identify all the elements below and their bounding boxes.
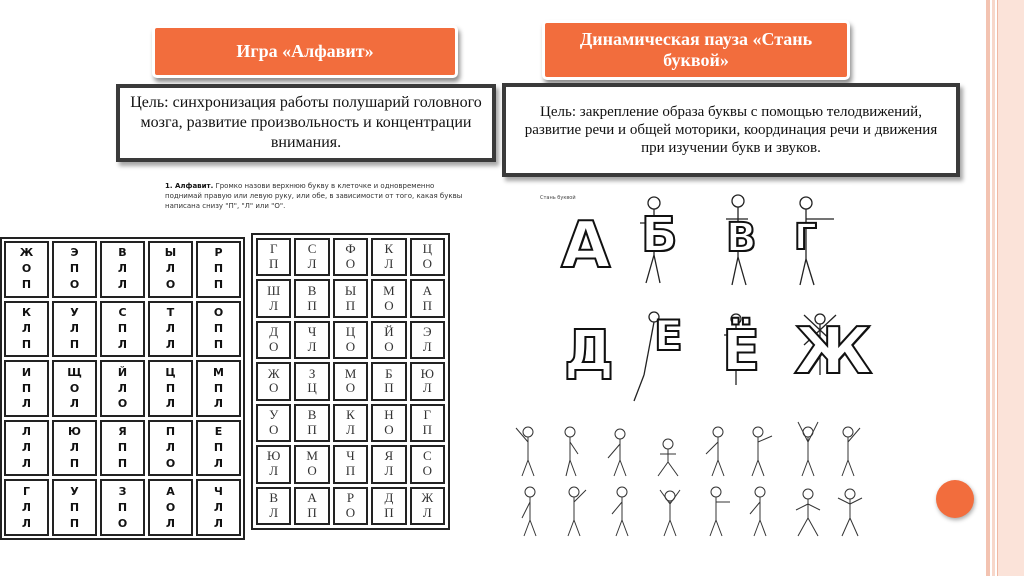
grid-sans-letter: Э — [70, 246, 79, 260]
grid-serif-cell — [371, 487, 406, 525]
grid-serif-cell — [294, 487, 329, 525]
grid-serif-cell — [294, 445, 329, 483]
grid-sans-letter: Л — [117, 262, 128, 276]
title-alphabet-game — [152, 25, 458, 78]
grid-sans-letter: П — [117, 441, 128, 455]
grid-sans-cell — [4, 360, 49, 417]
grid-sans-letter: Ю — [68, 425, 81, 439]
grid-sans-letter: Л — [117, 381, 128, 395]
title-dynamic-pause — [542, 20, 850, 80]
grid-sans-cell — [196, 420, 241, 477]
grid-serif-letter: А — [422, 282, 432, 298]
grid-serif-letter: З — [308, 365, 316, 381]
goal-box-right — [502, 83, 960, 177]
letter-figure-e: Е — [654, 311, 683, 360]
grid-serif-letter: Л — [422, 504, 432, 520]
goal-box-left — [116, 84, 496, 162]
grid-serif-letter: Ы — [344, 282, 357, 298]
grid-sans-cell — [148, 301, 193, 358]
grid-sans-letter: П — [165, 425, 176, 439]
grid-serif-letter: Ж — [267, 365, 280, 381]
grid-serif-cell — [256, 487, 291, 525]
grid-sans-cell — [4, 420, 49, 477]
grid-serif-letter: П — [384, 504, 394, 520]
grid-serif-cell — [410, 487, 445, 525]
grid-serif-letter: Ф — [345, 241, 356, 257]
grid-serif-cell — [410, 445, 445, 483]
grid-sans-letter: Л — [165, 441, 176, 455]
grid-sans-letter: Я — [118, 425, 127, 439]
grid-serif-cell — [371, 321, 406, 359]
letter-figure-b: Б — [641, 207, 678, 263]
grid-serif-letter: О — [345, 339, 356, 355]
grid-serif-letter: О — [422, 463, 432, 479]
grid-sans-letter: Л — [117, 278, 128, 292]
grid-sans-letter: Л — [165, 321, 176, 335]
grid-sans-letter: О — [165, 457, 176, 471]
grid-sans-letter: Е — [214, 425, 223, 439]
grid-sans-letter: Л — [213, 516, 224, 530]
grid-sans-letter: О — [165, 278, 176, 292]
grid-sans-letter: Ы — [164, 246, 177, 260]
grid-sans-letter: Л — [69, 321, 80, 335]
grid-sans-letter: П — [21, 337, 32, 351]
grid-serif-letter: Л — [307, 256, 317, 272]
grid-sans-letter: У — [70, 305, 79, 319]
grid-sans-letter: Ж — [19, 246, 34, 260]
instruction-body: Громко назови верхнюю букву в клеточке и одновременно поднимай правую или левую руку, или обе, в зависимости от того, какая буквы написана снизу "П", "Л" или "О". — [165, 182, 463, 211]
grid-serif-letter: О — [345, 256, 356, 272]
grid-sans-letter: В — [118, 246, 127, 260]
grid-serif-letter: П — [269, 256, 279, 272]
grid-sans-letter: П — [21, 381, 32, 395]
grid-sans-letter: П — [21, 278, 32, 292]
letter-figures-panel-2 — [536, 305, 873, 407]
grid-serif-cell — [410, 362, 445, 400]
body-poses-svg — [508, 414, 866, 540]
grid-serif-letter: О — [384, 339, 394, 355]
right-stripe-2 — [992, 0, 995, 576]
grid-serif-letter: О — [345, 380, 356, 396]
grid-sans-letter: О — [165, 500, 176, 514]
grid-serif-letter: В — [307, 406, 317, 422]
title-alphabet-game-text: Игра «Алфавит» — [236, 41, 374, 62]
grid-serif-cell — [294, 362, 329, 400]
grid-serif-cell — [333, 404, 368, 442]
grid-serif-letter: Ю — [267, 448, 281, 464]
grid-serif-letter: Л — [269, 297, 279, 313]
title-dynamic-pause-text: Динамическая пауза «Стань буквой» — [579, 29, 813, 70]
grid-sans-letter: П — [117, 457, 128, 471]
grid-serif-letter: П — [422, 421, 432, 437]
grid-sans-cell — [52, 420, 97, 477]
grid-sans-cell — [52, 241, 97, 298]
grid-sans-letter: О — [213, 305, 224, 319]
grid-sans-letter: Л — [165, 262, 176, 276]
grid-sans-letter: П — [69, 337, 80, 351]
grid-serif-letter: П — [345, 297, 356, 313]
grid-sans-cell — [52, 479, 97, 536]
letter-grid-sans — [0, 237, 245, 540]
grid-serif-cell — [256, 404, 291, 442]
grid-serif-letter: Д — [384, 489, 394, 505]
grid-serif-cell — [371, 362, 406, 400]
grid-sans-letter: П — [213, 262, 224, 276]
grid-sans-letter: И — [21, 365, 32, 379]
grid-sans-cell — [148, 360, 193, 417]
grid-sans-letter: П — [69, 457, 80, 471]
grid-serif-letter: Л — [384, 256, 394, 272]
grid-serif-cell — [371, 445, 406, 483]
grid-sans-cell — [100, 479, 145, 536]
grid-sans-letter: А — [166, 484, 175, 498]
grid-serif-letter: С — [307, 241, 317, 257]
grid-serif-letter: О — [269, 380, 279, 396]
letter-figure-yo: Ё — [722, 319, 761, 384]
grid-serif-cell — [256, 362, 291, 400]
grid-serif-letter: О — [269, 339, 279, 355]
body-poses-panel — [508, 414, 866, 540]
letter-figure-d: Д — [564, 319, 614, 384]
grid-sans-letter: Л — [21, 425, 32, 439]
grid-sans-letter: П — [213, 321, 224, 335]
grid-serif-letter: О — [307, 463, 317, 479]
grid-sans-letter: Л — [117, 337, 128, 351]
grid-sans-letter: Р — [214, 246, 223, 260]
instruction-text-block — [165, 181, 465, 211]
grid-serif-letter: Б — [385, 365, 393, 381]
grid-sans-cell — [52, 360, 97, 417]
grid-serif-letter: П — [422, 297, 432, 313]
grid-sans-letter: С — [118, 305, 127, 319]
grid-serif-letter: В — [269, 489, 279, 505]
grid-serif-letter: А — [307, 489, 317, 505]
grid-serif-cell — [294, 279, 329, 317]
grid-serif-letter: Ц — [345, 324, 356, 340]
letter-figure-a: А — [561, 209, 611, 283]
grid-serif-letter: П — [307, 421, 317, 437]
grid-sans-letter: О — [21, 262, 32, 276]
grid-serif-letter: Л — [422, 339, 432, 355]
grid-serif-letter: Л — [307, 339, 317, 355]
grid-serif-cell — [256, 279, 291, 317]
grid-serif-letter: П — [307, 504, 317, 520]
instruction-title: 1. Алфавит. — [165, 182, 214, 190]
grid-sans-cell — [196, 479, 241, 536]
grid-serif-letter: Л — [384, 463, 394, 479]
grid-serif-cell — [333, 362, 368, 400]
grid-serif-cell — [256, 321, 291, 359]
grid-sans-letter: М — [213, 365, 224, 379]
grid-sans-letter: Л — [21, 516, 32, 530]
grid-sans-letter: Л — [69, 397, 80, 411]
grid-serif-cell — [333, 238, 368, 276]
grid-serif-letter: Я — [384, 448, 394, 464]
grid-sans-letter: О — [117, 397, 128, 411]
grid-serif-cell — [410, 279, 445, 317]
grid-serif-letter: П — [307, 297, 317, 313]
grid-serif-letter: Ж — [421, 489, 434, 505]
letter-figures-panel-1 — [536, 185, 852, 300]
grid-sans-letter: Л — [21, 457, 32, 471]
grid-serif-cell — [371, 238, 406, 276]
grid-serif-cell — [294, 238, 329, 276]
letter-figure-g: Г — [794, 217, 817, 258]
grid-sans-letter: П — [117, 321, 128, 335]
grid-serif-letter: Л — [269, 504, 279, 520]
grid-serif-cell — [371, 404, 406, 442]
grid-sans-letter: Л — [165, 337, 176, 351]
grid-serif-letter: Л — [422, 380, 432, 396]
grid-sans-letter: Л — [213, 397, 224, 411]
grid-serif-letter: Ц — [422, 241, 432, 257]
grid-sans-letter: Ц — [165, 365, 176, 379]
grid-sans-letter: П — [213, 381, 224, 395]
grid-serif-letter: У — [269, 406, 279, 422]
grid-serif-cell — [333, 321, 368, 359]
grid-serif-letter: Ц — [307, 380, 317, 396]
grid-sans-letter: Л — [165, 397, 176, 411]
grid-serif-letter: О — [384, 421, 394, 437]
grid-sans-cell — [148, 241, 193, 298]
grid-sans-letter: Й — [117, 365, 128, 379]
grid-sans-letter: Щ — [67, 365, 82, 379]
grid-serif-letter: К — [346, 406, 355, 422]
grid-sans-letter: П — [69, 516, 80, 530]
grid-serif-letter: Л — [269, 463, 279, 479]
grid-sans-cell — [100, 360, 145, 417]
grid-sans-letter: Л — [213, 500, 224, 514]
grid-sans-letter: Л — [213, 457, 224, 471]
grid-serif-letter: Ю — [420, 365, 434, 381]
grid-sans-cell — [4, 479, 49, 536]
goal-right-text: Цель: закрепление образа буквы с помощью телодвижений, развитие речи и общей моторики, координация речи и движения при изучении букв и звуков. — [524, 103, 938, 157]
grid-sans-letter: Л — [69, 441, 80, 455]
grid-serif-cell — [410, 321, 445, 359]
grid-sans-cell — [100, 301, 145, 358]
grid-sans-letter: Л — [21, 441, 32, 455]
right-stripe-1 — [986, 0, 990, 576]
grid-sans-letter: П — [213, 441, 224, 455]
grid-serif-cell — [410, 404, 445, 442]
grid-sans-cell — [4, 241, 49, 298]
grid-serif-letter: С — [422, 448, 432, 464]
grid-serif-cell — [333, 487, 368, 525]
goal-left-text: Цель: синхронизация работы полушарий головного мозга, развитие произвольность и концентрации внимания. — [130, 94, 482, 151]
grid-serif-cell — [294, 321, 329, 359]
grid-serif-cell — [410, 238, 445, 276]
grid-sans-cell — [196, 301, 241, 358]
letter-figure-v: В — [726, 215, 757, 261]
grid-sans-letter: Л — [21, 397, 32, 411]
grid-sans-letter: П — [213, 278, 224, 292]
grid-serif-letter: Э — [423, 324, 432, 340]
grid-serif-letter: Ч — [307, 324, 317, 340]
grid-sans-letter: У — [70, 484, 79, 498]
grid-serif-letter: О — [269, 421, 279, 437]
grid-serif-cell — [371, 279, 406, 317]
grid-serif-letter: Р — [346, 489, 355, 505]
grid-serif-letter: М — [383, 282, 395, 298]
grid-sans-letter: П — [69, 262, 80, 276]
grid-sans-cell — [4, 301, 49, 358]
grid-serif-letter: О — [345, 504, 356, 520]
grid-serif-letter: Ч — [346, 448, 355, 464]
grid-sans-letter: Л — [21, 500, 32, 514]
grid-sans-letter: О — [69, 278, 80, 292]
grid-serif-letter: Й — [384, 324, 394, 340]
grid-serif-cell — [294, 404, 329, 442]
grid-sans-cell — [100, 420, 145, 477]
grid-sans-letter: О — [117, 516, 128, 530]
grid-sans-letter: П — [69, 500, 80, 514]
grid-sans-letter: П — [117, 500, 128, 514]
grid-sans-letter: Л — [21, 321, 32, 335]
letter-grid-serif — [251, 233, 450, 530]
grid-serif-letter: П — [345, 463, 356, 479]
grid-sans-cell — [52, 301, 97, 358]
grid-sans-letter: Ч — [214, 484, 223, 498]
grid-serif-letter: М — [306, 448, 318, 464]
grid-serif-letter: В — [307, 282, 317, 298]
grid-serif-letter: Н — [384, 406, 394, 422]
grid-serif-letter: Д — [269, 324, 279, 340]
grid-sans-cell — [196, 360, 241, 417]
right-stripe-3 — [997, 0, 1024, 576]
grid-sans-cell — [100, 241, 145, 298]
grid-sans-letter: Г — [22, 484, 30, 498]
panel-caption: Стань буквой — [540, 195, 576, 201]
grid-serif-letter: О — [422, 256, 432, 272]
grid-serif-letter: Ш — [267, 282, 281, 298]
grid-sans-letter: О — [69, 381, 80, 395]
grid-sans-letter: Л — [165, 516, 176, 530]
grid-sans-cell — [196, 241, 241, 298]
grid-serif-letter: Г — [423, 406, 432, 422]
grid-sans-letter: Т — [166, 305, 175, 319]
grid-serif-letter: К — [384, 241, 394, 257]
grid-serif-letter: Г — [269, 241, 278, 257]
grid-sans-letter: К — [22, 305, 31, 319]
grid-sans-letter: П — [165, 381, 176, 395]
grid-serif-cell — [333, 279, 368, 317]
orange-circle-icon — [936, 480, 974, 518]
grid-serif-cell — [256, 445, 291, 483]
grid-serif-letter: О — [384, 297, 394, 313]
grid-sans-letter: З — [118, 484, 127, 498]
grid-sans-cell — [148, 420, 193, 477]
grid-serif-cell — [256, 238, 291, 276]
grid-sans-cell — [148, 479, 193, 536]
letter-figure-zh: Ж — [794, 315, 873, 389]
grid-serif-letter: М — [344, 365, 357, 381]
grid-serif-cell — [333, 445, 368, 483]
grid-sans-letter: П — [213, 337, 224, 351]
grid-serif-letter: П — [384, 380, 394, 396]
grid-serif-letter: Л — [346, 421, 355, 437]
